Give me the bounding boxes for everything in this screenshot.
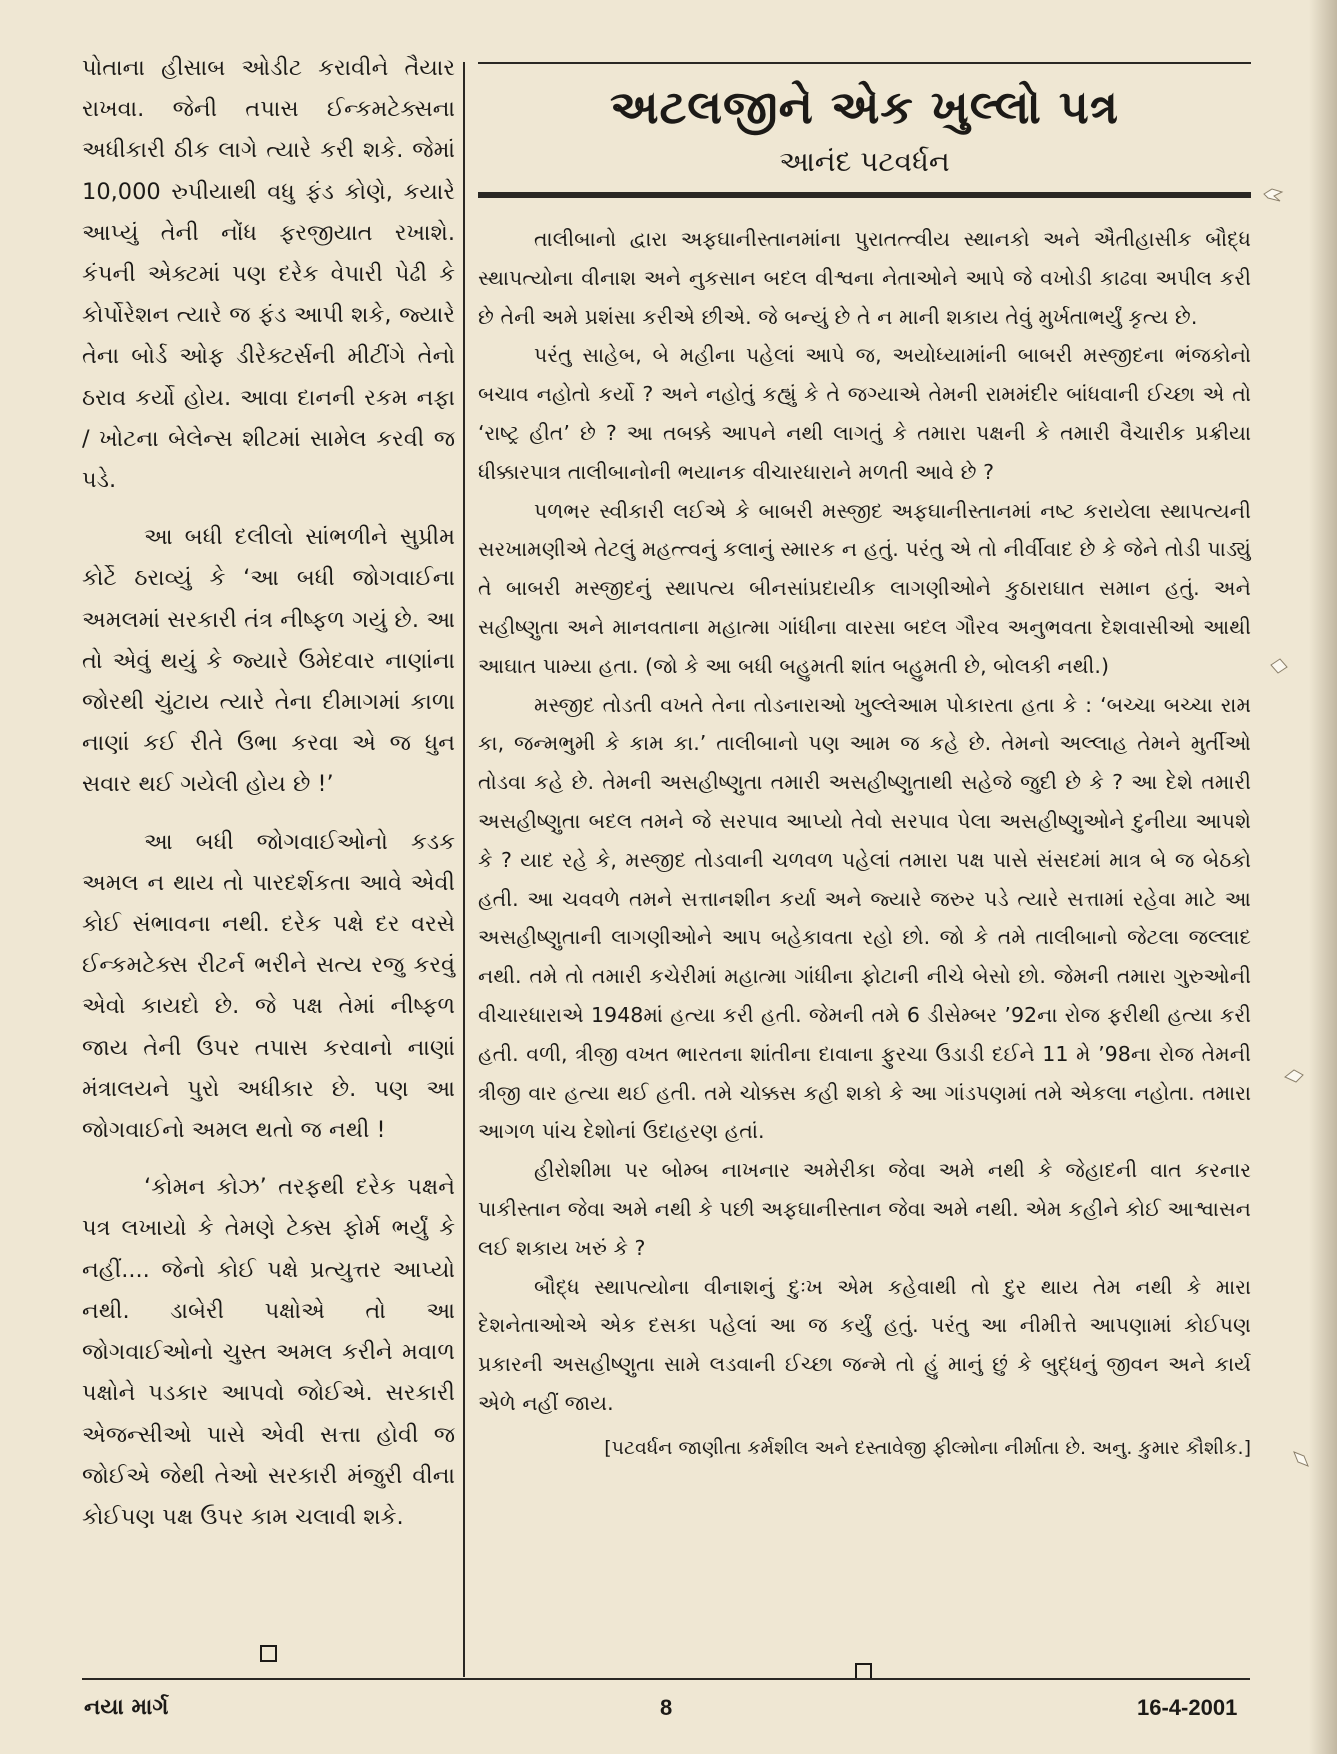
article-author: આનંદ પટવર્ધન <box>779 145 950 178</box>
article <box>478 62 1251 1467</box>
left-paragraph-2: આ બધી દલીલો સાંભળીને સુપ્રીમ કોર્ટે ઠરાવ્યું કે ‘આ બધી જોગવાઈના અમલમાં સરકારી તંત્ર નીષ્ફળ ગયું છે. આ તો એવું થયું કે જ્યારે ઉમેદવાર નાણાંના જોરથી ચુંટાય ત્યારે તેના દીમાગમાં કાળા નાણાં કઈ રીતે ઉભા કરવા એ જ ધુન સવાર થઈ ગયેલી હોય છે !’ <box>82 524 455 798</box>
left-column <box>82 48 455 1538</box>
article-paragraph-4: મસ્જીદ તોડતી વખતે તેના તોડનારાઓ ખુલ્લેઆમ પોકારતા હતા કે : ‘બચ્ચા બચ્ચા રામ કા, જન્મભુમી કે કામ કા.’ તાલીબાનો પણ આમ જ કહે છે. તેમનો અલ્લાહ તેમને મુર્તીઓ તોડવા કહે છે. તેમની અસહીષ્ણુતા તમારી અસહીષ્ણુતાથી સહેજે જુદી છે કે ? આ દેશે તમારી અસહીષ્ણુતા બદલ તમને જે સરપાવ આપ્યો તેવો સરપાવ પેલા અસહીષ્ણુઓને દુનીયા આપશે કે ? યાદ રહે કે, મસ્જીદ તોડવાની ચળવળ પહેલાં તમારા પક્ષ પાસે સંસદમાં માત્ર બે જ બેઠકો હતી. આ ચવવળે તમને સત્તાનશીન કર્યા અને જ્યારે જરુર પડે ત્યારે સત્તામાં રહેવા માટે આ અસહીષ્ણુતાની લાગણીઓને આપ બહેકાવતા રહો છો. જો કે તમે તાલીબાનો જેટલા જલ્લાદ નથી. તમે તો તમારી કચેરીમાં મહાત્મા ગાંધીના ફોટાની નીચે બેસો છો. જેમની તમારા ગુરુઓની વીચારધારાએ 1948માં હત્યા કરી હતી. જેમની તમે 6 ડીસેમ્બર ’92ના રોજ ફરીથી હત્યા કરી હતી. વળી, ત્રીજી વખત ભારતના શાંતીના દાવાના ફુરચા ઉડાડી દઈને 11 મે ’98ના રોજ તેમની ત્રીજી વાર હત્યા થઈ હતી. તમે ચોક્કસ કહી શકો કે આ ગાંડપણમાં તમે એકલા નહોતા. તમારા આગળ પાંચ દેશોનાં ઉદાહરણ હતાં. <box>478 692 1251 1144</box>
article-paragraph-2: પરંતુ સાહેબ, બે મહીના પહેલાં આપે જ, અયોધ્યામાંની બાબરી મસ્જીદના ભંજકોનો બચાવ નહોતો કર્યો ? અને નહોતું કહ્યું કે તે જગ્યાએ તેમની રામમંદીર બાંધવાની ઈચ્છા એ તો ‘રાષ્ટ્ર હીત’ છે ? આ તબક્કે આપને નથી લાગતું કે તમારા પક્ષની કે તમારી વૈચારીક પ્રક્રીયા ધીક્કારપાત્ર તાલીબાનોની ભયાનક વીચારધારાને મળતી આવે છે ? <box>478 343 1251 484</box>
footer-publication: નયા માર્ગ <box>84 1695 169 1720</box>
paper-tear-icon <box>1290 1448 1312 1470</box>
footer-page-number: 8 <box>660 1695 673 1720</box>
article-paragraph-6: બૌદ્ધ સ્થાપત્યોના વીનાશનું દુઃખ એમ કહેવાથી તો દુર થાય તેમ નથી કે મારા દેશનેતાઓએ એક દસકા પહેલાં આ જ કર્યું હતું. પરંતુ આ નીમીત્તે આપણામાં કોઈપણ પ્રકારની અસહીષ્ણુતા સામે લડવાની ઈચ્છા જન્મે તો હું માનું છું કે બુદ્ધનું જીવન અને કાર્ય એળે નહીં જાય. <box>478 1274 1251 1415</box>
left-paragraph-4: ‘કોમન કોઝ’ તરફથી દરેક પક્ષને પત્ર લખાયો કે તેમણે ટેક્સ ફોર્મ ભર્યું કે નહીં.... જેનો કોઈ પક્ષે પ્રત્યુત્તર આપ્યો નથી. ડાબેરી પક્ષોએ તો આ જોગવાઈઓનો ચુસ્ત અમલ કરીને મવાળ પક્ષોને પડકાર આપવો જોઈએ. સરકારી એજન્સીઓ પાસે એવી સત્તા હોવી જ જોઈએ જેથી તેઓ સરકારી મંજુરી વીના કોઈપણ પક્ષ ઉપર કામ ચલાવી શકે. <box>82 1174 455 1530</box>
article-title: અટલજીને એક ખુલ્લો પત્ર <box>609 80 1120 134</box>
left-paragraph-1: પોતાના હીસાબ ઓડીટ કરાવીને તૈયાર રાખવા. જેની તપાસ ઈન્કમટેક્સના અધીકારી ઠીક લાગે ત્યારે કરી શકે. જેમાં 10,000 રુપીયાથી વધુ ફંડ કોણે, કયારે આપ્યું તેની નોંધ ફરજીયાત રખાશે. કંપની એક્ટમાં પણ દરેક વેપારી પેઢી કે કોર્પોરેશન ત્યારે જ ફંડ આપી શકે, જ્યારે તેના બોર્ડ ઓફ ડીરેક્ટર્સની મીટીંગે તેનો ઠરાવ કર્યો હોય. આવા દાનની રકમ નફા / ખોટના બેલેન્સ શીટમાં સામેલ કરવી જ પડે. <box>82 55 455 494</box>
article-body <box>478 220 1251 1423</box>
article-paragraph-1: તાલીબાનો દ્વારા અફઘાનીસ્તાનમાંના પુરાતત્ત્વીય સ્થાનકો અને ઐતીહાસીક બૌદ્ધ સ્થાપત્યોના વીનાશ અને નુકસાન બદલ વીશ્વના નેતાઓને આપે જે વખોડી કાઢવા અપીલ કરી છે તેની અમે પ્રશંસા કરીએ છીએ. જે બન્યું છે તે ન માની શકાય તેવું મુર્ખતાભર્યું કૃત્ય છે. <box>478 227 1251 329</box>
title-top-rule <box>478 62 1251 64</box>
left-paragraph-3: આ બધી જોગવાઈઓનો કડક અમલ ન થાય તો પારદર્શકતા આવે એવી કોઈ સંભાવના નથી. દરેક પક્ષે દર વરસે ઈન્કમટેક્સ રીટર્ન ભરીને સત્ય રજુ કરવું એવો કાયદો છે. જે પક્ષ તેમાં નીષ્ફળ જાય તેની ઉપર તપાસ કરવાનો નાણાં મંત્રાલયને પુરો અધીકાર છે. પણ આ જોગવાઈનો અમલ થતો જ નથી ! <box>82 828 455 1144</box>
left-end-mark-icon <box>260 1645 277 1662</box>
footer-date: 16-4-2001 <box>1137 1695 1238 1720</box>
article-paragraph-3: પળભર સ્વીકારી લઈએ કે બાબરી મસ્જીદ અફઘાનીસ્તાનમાં નષ્ટ કરાયેલા સ્થાપત્યની સરખામણીએ તેટલું મહત્ત્વનું કલાનું સ્મારક ન હતું. પરંતુ એ તો નીર્વીવાદ છે કે જેને તોડી પાડ્યું તે બાબરી મસ્જીદનું સ્થાપત્ય બીનસાંપ્રદાયીક લાગણીઓને કુઠારાઘાત સમાન હતું. અને સહીષ્ણુતા અને માનવતાના મહાત્મા ગાંધીના વારસા બદલ ગૌરવ અનુભવતા દેશવાસીઓ આથી આઘાત પામ્યા હતા. (જો કે આ બધી બહુમતી શાંત બહુમતી છે, બોલકી નથી.) <box>478 498 1251 678</box>
page-edge-shadow <box>1309 0 1337 1754</box>
footer-rule <box>82 1678 1250 1680</box>
paper-tear-icon <box>1268 655 1290 677</box>
title-bottom-rule <box>478 192 1251 198</box>
column-divider <box>463 62 465 1677</box>
paper-tear-icon <box>1283 1065 1305 1087</box>
article-credit: [પટવર્ધન જાણીતા કર્મશીલ અને દસ્તાવેજી ફીલ્મોના નીર્માતા છે. અનુ. કુમાર કૌશીક.] <box>604 1436 1251 1459</box>
paper-tear-icon <box>1262 183 1284 205</box>
article-paragraph-5: હીરોશીમા પર બોમ્બ નાખનાર અમેરીકા જેવા અમે નથી કે જેહાદની વાત કરનાર પાકીસ્તાન જેવા અમે નથી કે પછી અફઘાનીસ્તાન જેવા અમે નથી. એમ કહીને કોઈ આશ્વાસન લઈ શકાય ખરું કે ? <box>478 1158 1251 1260</box>
